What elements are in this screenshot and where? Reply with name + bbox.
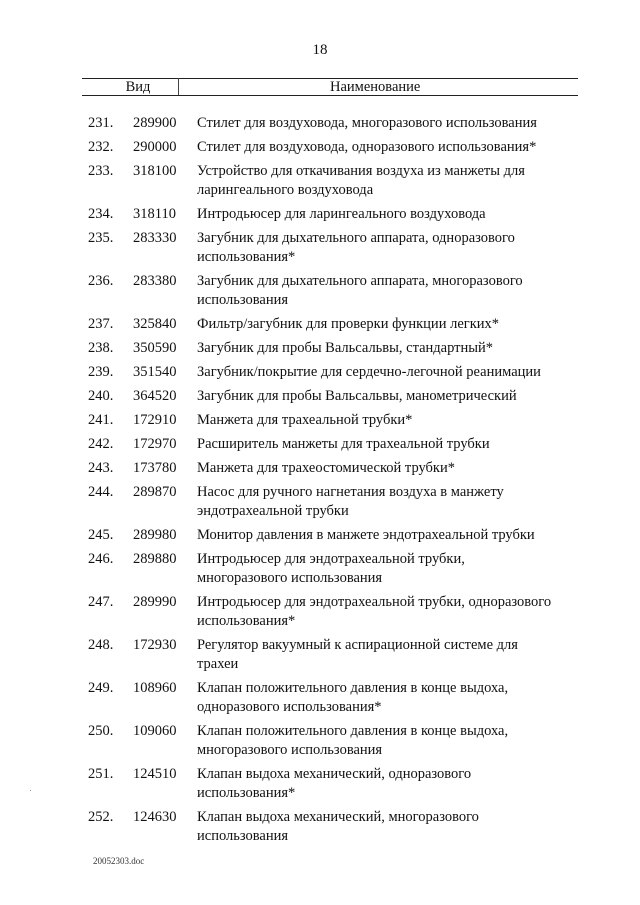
row-code: 124510	[133, 766, 177, 782]
row-name: Устройство для откачивания воздуха из манжеты для ларингеального воздуховода	[197, 163, 525, 198]
row-number: 237.	[88, 316, 114, 332]
row-number: 243.	[88, 460, 114, 476]
row-name: Загубник для пробы Вальсальвы, манометрический	[197, 388, 517, 404]
row-name: Фильтр/загубник для проверки функции легких*	[197, 316, 500, 332]
row-number: 233.	[88, 163, 114, 179]
row-code: 325840	[133, 316, 177, 332]
table-row	[0, 315, 640, 334]
row-name: Загубник для дыхательного аппарата, многоразового использования	[197, 273, 523, 308]
row-code: 283380	[133, 273, 177, 289]
table-row	[0, 114, 640, 133]
row-number: 247.	[88, 594, 114, 610]
table-row	[0, 272, 640, 310]
row-name: Клапан положительного давления в конце выдоха, многоразового использования	[197, 723, 509, 758]
row-name: Интродьюсер для эндотрахеальной трубки, многоразового использования	[197, 551, 465, 586]
row-name: Манжета для трахеостомической трубки*	[197, 460, 455, 476]
row-code: 172970	[133, 436, 177, 452]
row-name: Стилет для воздуховода, одноразового использования*	[197, 139, 537, 155]
row-number: 249.	[88, 680, 114, 696]
row-code: 364520	[133, 388, 177, 404]
table-row	[0, 483, 640, 521]
row-name: Клапан выдоха механический, одноразового использования*	[197, 766, 472, 801]
row-code: 289900	[133, 115, 177, 131]
row-number: 248.	[88, 637, 114, 653]
row-number: 251.	[88, 766, 114, 782]
table-body	[0, 114, 640, 851]
table-row	[0, 636, 640, 674]
row-number: 245.	[88, 527, 114, 543]
row-number: 246.	[88, 551, 114, 567]
table-row	[0, 411, 640, 430]
row-code: 350590	[133, 340, 177, 356]
table-row	[0, 162, 640, 200]
table-row	[0, 229, 640, 267]
row-code: 109060	[133, 723, 177, 739]
row-number: 241.	[88, 412, 114, 428]
scan-mark	[30, 790, 31, 791]
table-row	[0, 387, 640, 406]
table-row	[0, 722, 640, 760]
row-code: 290000	[133, 139, 177, 155]
row-number: 236.	[88, 273, 114, 289]
row-code: 173780	[133, 460, 177, 476]
row-number: 231.	[88, 115, 114, 131]
row-name: Интродьюсер для эндотрахеальной трубки, одноразового использования*	[197, 594, 552, 629]
table-header-bottom-rule	[82, 95, 578, 96]
table-row	[0, 459, 640, 478]
table-row	[0, 363, 640, 382]
row-name: Интродьюсер для ларингеального воздуховода	[197, 206, 486, 222]
table-row	[0, 339, 640, 358]
footer-filename: 20052303.doc	[93, 856, 145, 866]
row-number: 250.	[88, 723, 114, 739]
table-row	[0, 138, 640, 157]
row-code: 172910	[133, 412, 177, 428]
table-row	[0, 435, 640, 454]
row-name: Клапан положительного давления в конце выдоха, одноразового использования*	[197, 680, 509, 715]
row-number: 252.	[88, 809, 114, 825]
row-name: Загубник для дыхательного аппарата, одноразового использования*	[197, 230, 515, 265]
row-code: 172930	[133, 637, 177, 653]
row-code: 351540	[133, 364, 177, 380]
row-name: Насос для ручного нагнетания воздуха в манжету эндотрахеальной трубки	[197, 484, 504, 519]
table-row	[0, 550, 640, 588]
table-row	[0, 765, 640, 803]
row-number: 244.	[88, 484, 114, 500]
table-row	[0, 526, 640, 545]
row-code: 318110	[133, 206, 176, 222]
row-code: 289880	[133, 551, 177, 567]
row-name: Стилет для воздуховода, многоразового использования	[197, 115, 537, 131]
row-name: Монитор давления в манжете эндотрахеальной трубки	[197, 527, 535, 543]
table-row	[0, 593, 640, 631]
column-header-name: Наименование	[330, 79, 421, 95]
table-row	[0, 679, 640, 717]
row-name: Загубник/покрытие для сердечно-легочной реанимации	[197, 364, 541, 380]
row-name: Расширитель манжеты для трахеальной трубки	[197, 436, 490, 452]
row-number: 242.	[88, 436, 114, 452]
row-code: 318100	[133, 163, 177, 179]
page-number: 18	[312, 42, 328, 58]
row-number: 235.	[88, 230, 114, 246]
row-name: Клапан выдоха механический, многоразового использования	[197, 809, 479, 844]
row-code: 283330	[133, 230, 177, 246]
row-number: 234.	[88, 206, 114, 222]
row-number: 239.	[88, 364, 114, 380]
table-header-divider	[178, 78, 179, 95]
column-header-vid: Вид	[125, 79, 151, 95]
row-number: 238.	[88, 340, 114, 356]
row-code: 289990	[133, 594, 177, 610]
row-name: Манжета для трахеальной трубки*	[197, 412, 413, 428]
row-name: Регулятор вакуумный к аспирационной системе для трахеи	[197, 637, 518, 672]
row-code: 124630	[133, 809, 177, 825]
table-row	[0, 205, 640, 224]
row-code: 289980	[133, 527, 177, 543]
row-code: 108960	[133, 680, 177, 696]
row-number: 232.	[88, 139, 114, 155]
row-number: 240.	[88, 388, 114, 404]
table-row	[0, 808, 640, 846]
row-name: Загубник для пробы Вальсальвы, стандартный*	[197, 340, 493, 356]
row-code: 289870	[133, 484, 177, 500]
